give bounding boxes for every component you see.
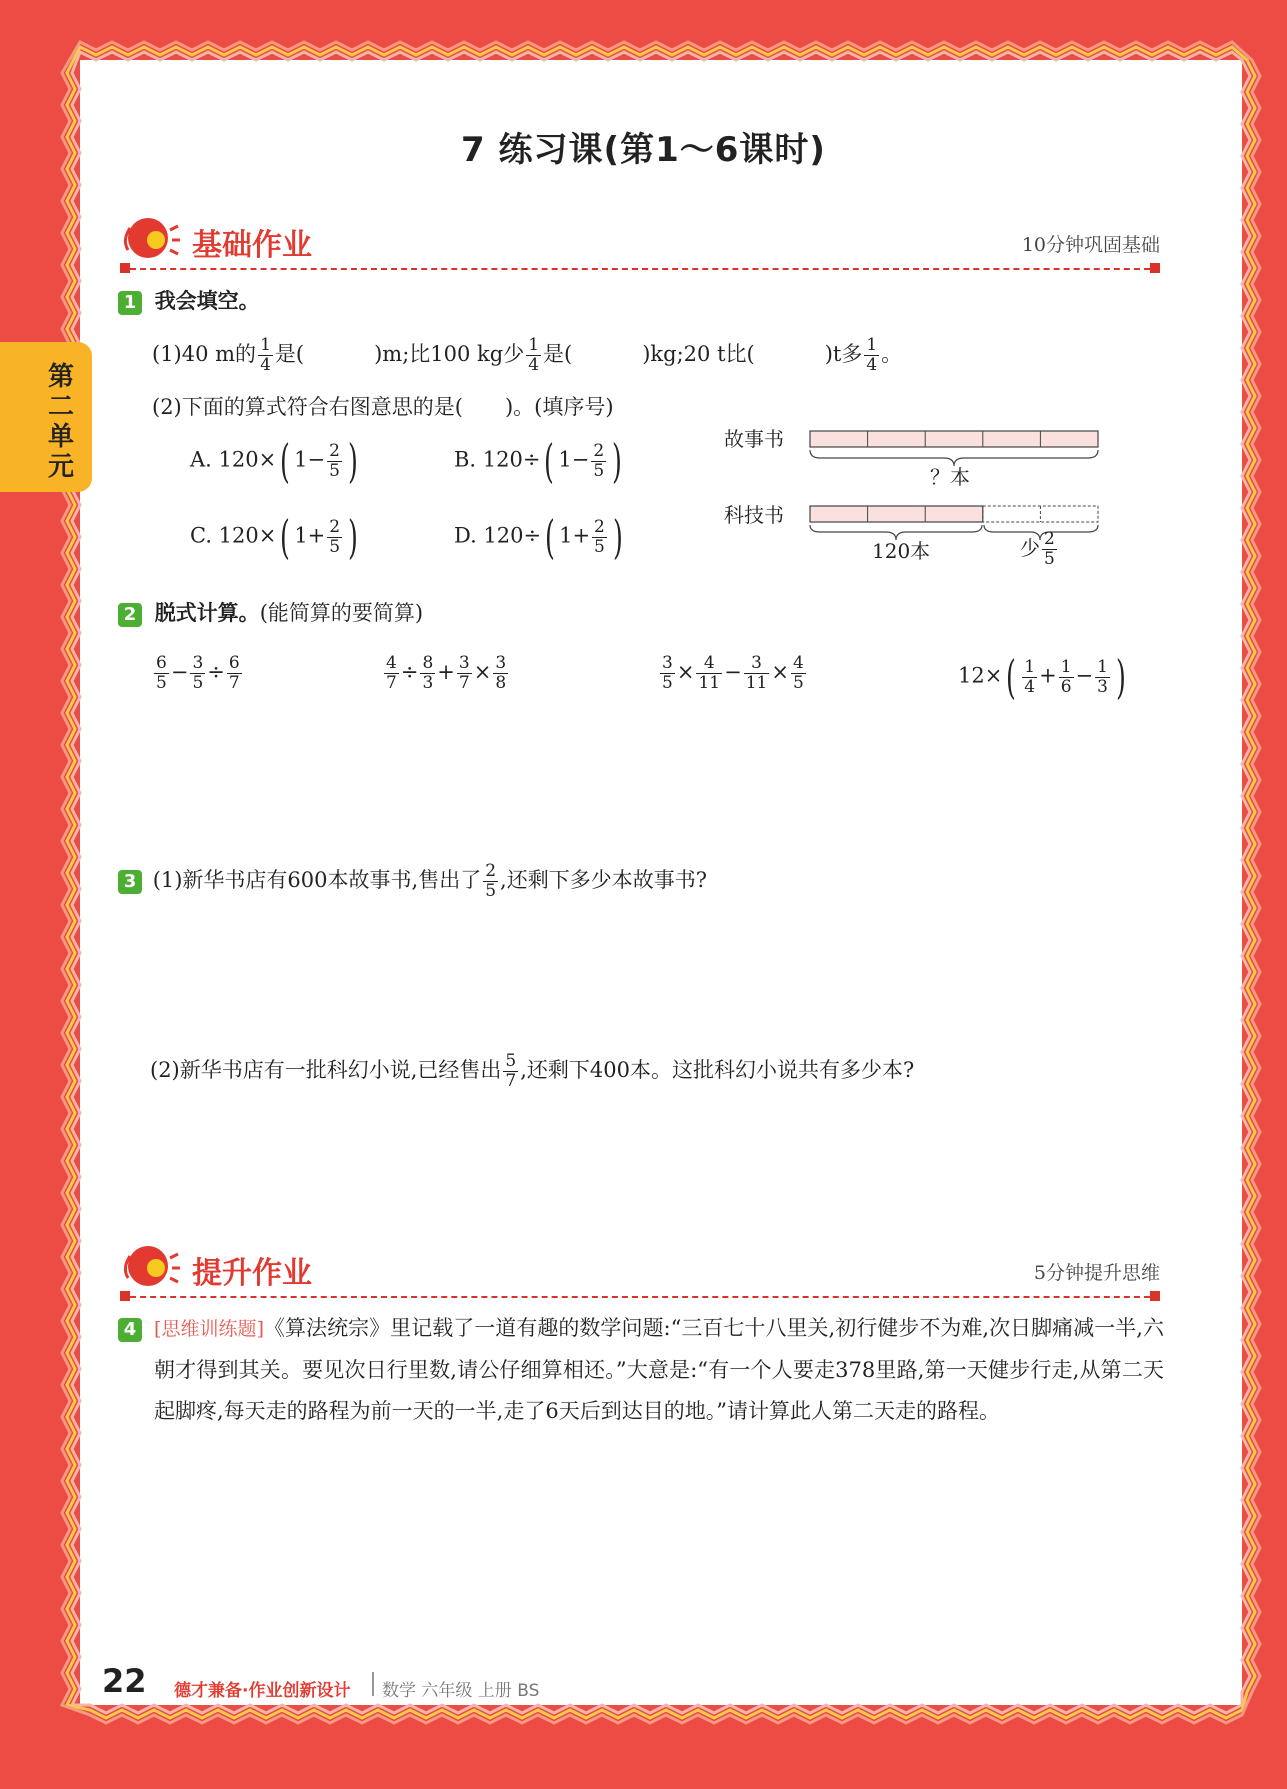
section-divider [120,268,1160,270]
q1-badge: 1 [118,291,142,315]
bar-diagram [800,426,1110,576]
page-number: 22 [102,1662,147,1700]
fraction: $\frac{1}{4}$ [528,335,540,375]
lamp-icon [120,210,182,266]
diagram-story-label: 故事书 [724,427,784,451]
section-advanced-label: 提升作业 [192,1256,312,1291]
diagram-known: 120本 [872,539,931,563]
q2-expr-4: 12×( $\frac{1}{4}$ + $\frac{1}{6}$ − $\frac{1}{3}$ ) [958,650,1126,704]
q1-option-b: B. 120÷( 1− $\frac{2}{5}$ ) [454,434,623,488]
diagram-unknown: ？本 [930,465,970,489]
diagram-science-label: 科技书 [724,503,784,527]
q1-option-a: A. 120×( 1− $\frac{2}{5}$ ) [190,434,358,488]
q3-part2: (2)新华书店有一批科幻小说,已经售出 $\frac{5}{7}$ ,还剩下400本。这批科幻小说共有多少本? [150,1051,915,1091]
footer-brand: 德才兼备·作业创新设计 [174,1681,351,1701]
q3-part1: 3 (1)新华书店有600本故事书,售出了 $\frac{2}{5}$ ,还剩下多少本故事书? [118,862,707,901]
section-divider [120,1296,1160,1298]
unit-side-tab [0,342,92,492]
q2-expr-3: $\frac{3}{5}$ × $\frac{4}{11}$ − $\frac{3}{11}$ × $\frac{4}{5}$ [662,653,804,693]
q4-text: 《算法统宗》里记载了一道有趣的数学问题:“三百七十八里关,初行健步不为难,次日脚痛减一半,六朝才得到其关。要见次日行里数,请公仔细算相还。”大意是:“有一个人要走378里路,第一天健步行走,从第二天起脚疼,每天走的路程为前一天的一半,走了6天后到达目的地。”请计算此人第二天走的路程。 [154,1316,1164,1423]
page-title: 7 练习课(第1～6课时) [461,130,826,170]
q4-tag: [思维训练题] [154,1318,264,1340]
section-advanced-time: 5分钟提升思维 [1033,1262,1160,1284]
section-basic-time: 10分钟巩固基础 [1021,234,1160,256]
unit-label: 第二单元 [48,362,75,482]
q2-heading [118,598,423,628]
q3-badge: 3 [118,870,142,894]
q1-text: 我会填空。 [154,289,260,313]
section-advanced-header [120,1238,1160,1298]
section-basic-label: 基础作业 [192,228,312,263]
q2-expr-2: $\frac{4}{7}$ ÷ $\frac{8}{3}$ + $\frac{3}{7}$ × $\frac{3}{8}$ [386,653,507,693]
q1-part2: (2)下面的算式符合右图意思的是( )。(填序号) [152,395,614,419]
q1-option-c: C. 120×( 1+ $\frac{2}{5}$ ) [190,510,359,564]
lamp-icon [120,1238,182,1294]
q1-part1: (1)40 m的 $\frac{1}{4}$ 是( )m;比100 kg少 $\frac{1}{4}$ 是( )kg;20 t比( )t多 $\frac{1}{4}$ 。 [152,335,903,375]
q1-option-d: D. 120÷( 1+ $\frac{2}{5}$ ) [454,510,623,564]
diagram-less: 少 $\frac{2}{5}$ [1020,529,1055,569]
q2-badge: 2 [118,603,142,627]
q2-text: 脱式计算。 [154,601,260,625]
q2-note: (能简算的要简算) [259,601,424,625]
q4-paragraph [154,1308,1164,1432]
section-basic-header [120,210,1160,270]
fraction: $\frac{1}{4}$ [260,335,271,375]
q2-expr-1: $\frac{6}{5}$ − $\frac{3}{5}$ ÷ $\frac{6}{7}$ [156,653,240,693]
q4-badge: 4 [118,1318,142,1342]
footer-info: 数学 六年级 上册 BS [382,1681,540,1701]
q1-heading [118,286,260,316]
fraction: $\frac{1}{4}$ [866,335,878,375]
